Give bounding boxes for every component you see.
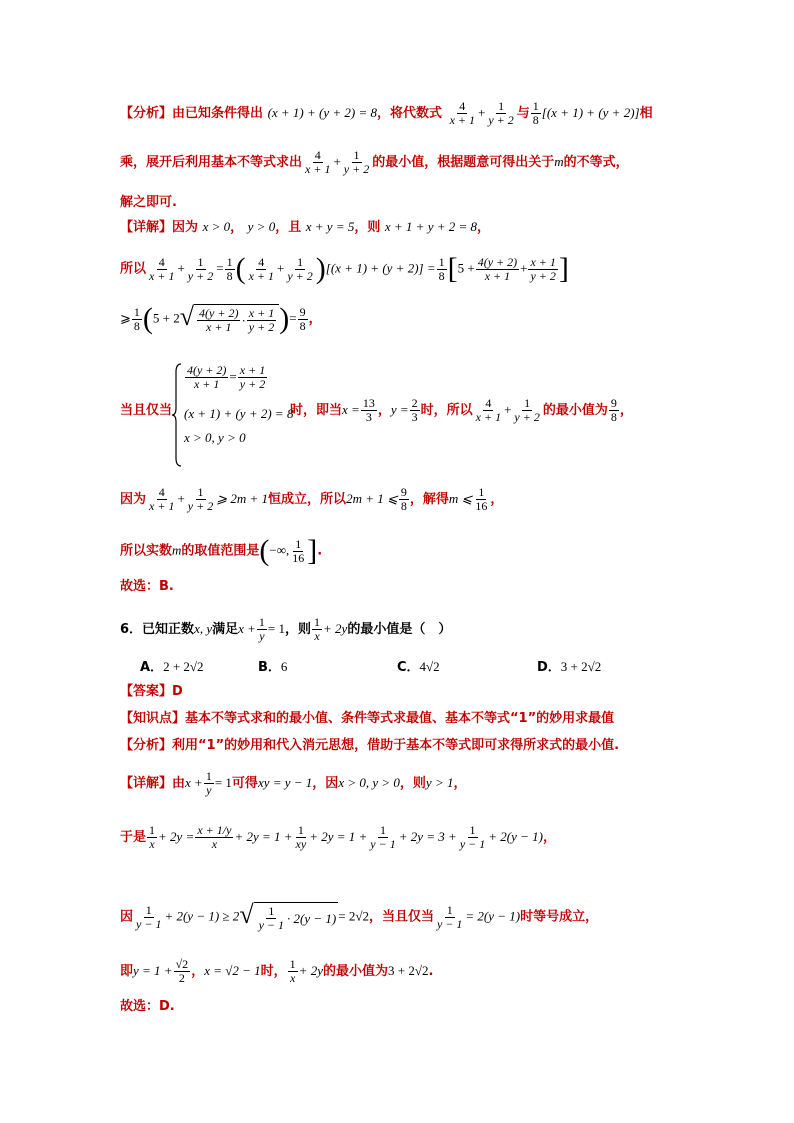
q6-detail-line-4: 即y = 1 + $\frac{√2}{2}$ ，x = √2 − 1时， $\frac{1}{x}$ + 2y的最小值为3 + 2√2. [120,957,434,985]
q6-answer: 【答案】D [120,684,183,699]
fraction: $\frac{13}{3}$ [362,396,375,424]
fraction: $\frac{1}{x}$ [149,823,156,851]
fraction: $\frac{1}{8}$ [133,304,140,333]
analysis-line-1: 【分析】由已知条件得出 (x + 1) + (y + 2) = 8，将代数式 $\frac{4}{x + 1}$ + $\frac{1}{y + 2}$ 与 $\frac{1}{8}$ [(x + 1) + (y + 2)]相 [120,99,653,127]
q6-detail-line-2: 于是 $\frac{1}{x}$ + 2y = $\frac{x + 1/y}{x}$ + 2y = 1 + $\frac{1}{xy}$ + 2y = 1 + $\frac{1}{y - 1}$ + 2y = 3 + $\frac{1}{y - 1}$ + 2(y − 1)， [120,823,556,851]
detail-line-2: 所以 $\frac{4}{x + 1}$ + $\frac{1}{y + 2}$ = $\frac{1}{8}$ ( $\frac{4}{x + 1}$ + $\frac{1}{y + 2}$ )[(x + 1) + (y + 2)] = $\frac{1}{8}$ [5 + $\frac{4(y + 2)}{x + 1}$ + $\frac{x + 1}{y + 2}$ ] [120,252,569,285]
fraction: $\frac{√2}{2}$ [175,957,189,985]
analysis-tag: 【分析】 [120,106,173,121]
fraction: $\frac{1}{y + 2}$ [187,254,214,283]
fraction: $\frac{2}{3}$ [411,396,418,424]
q6-detail-line-1: 【详解】由x + $\frac{1}{y}$ = 1可得xy = y − 1，因x > 0, y > 0，则y > 1， [120,769,467,797]
detail-answer: 故选：B. [120,579,174,594]
detail-line-5: 因为 $\frac{4}{x + 1}$ + $\frac{1}{y + 2}$ ⩾ 2m + 1恒成立，所以2m + 1 ⩽ $\frac{9}{8}$ ，解得m ⩽ $\frac{1}{16}$ ， [120,485,504,513]
condition-system: $\frac{4(y + 2)}{x + 1}$ = $\frac{x + 1}{y + 2}$ (x + 1) + (y + 2) = 8 x > 0, y > 0 [172,362,302,468]
fraction: $\frac{4}{x + 1}$ [149,254,175,283]
detail-line-4b: 时，即当x = $\frac{13}{3}$ ，y = $\frac{2}{3}$ 时，所以 $\frac{4}{x + 1}$ + $\frac{1}{y + 2}$ 的最小值为 $\frac{9}{8}$ ， [290,396,633,424]
fraction: $\frac{x + 1/y}{x}$ [197,823,232,851]
question-number: 6． [120,622,143,637]
left-brace-icon [172,362,182,468]
fraction: $\frac{4}{x + 1}$ [475,396,502,424]
q6-detail-line-3: 因 $\frac{1}{y - 1}$ + 2(y − 1) ≥ 2 √ $\frac{1}{y - 1}$ · 2(y − 1) = 2√2，当且仅当 $\frac{1}{y - 1}$ = 2(y − 1)时等号成立， [120,900,599,932]
analysis-line-3: 解之即可. [120,195,177,210]
fraction: $\frac{1}{y + 2}$ [343,148,370,176]
fraction: $\frac{x + 1}{y + 2}$ [530,254,556,283]
analysis-line-2: 乘，展开后利用基本不等式求出 $\frac{4}{x + 1}$ + $\frac{1}{y + 2}$ 的最小值，根据题意可得出关于m的不等式， [120,148,629,176]
fraction: $\frac{1}{16}$ [475,485,488,513]
option-d[interactable]: D．3 + 2√2 [537,659,602,675]
fraction: $\frac{1}{xy}$ [295,823,307,851]
detail-line-6: 所以实数m的取值范围是(−∞, $\frac{1}{16}$ ]. [120,534,323,567]
fraction: $\frac{4}{x + 1}$ [149,485,175,513]
detail-line-4: 当且仅当 [120,403,173,418]
q6-detail-answer: 故选：D. [120,999,175,1014]
fraction: $\frac{1}{y - 1}$ [436,902,463,931]
fraction: $\frac{4(y + 2)}{x + 1}$ [477,254,518,283]
fraction: $\frac{1}{y - 1}$ [136,902,162,931]
option-b[interactable]: B．6 [258,659,288,675]
detail-tag: 【详解】 [120,220,173,235]
fraction: $\frac{1}{y + 2}$ [187,485,214,513]
square-root: √ $\frac{4(y + 2)}{x + 1}$ · $\frac{x + 1}{y + 2}$ [180,304,279,334]
fraction: $\frac{1}{y}$ [258,615,265,643]
fraction: $\frac{1}{y}$ [205,769,212,797]
fraction: $\frac{1}{y + 2}$ [287,254,313,283]
question-6: 6．已知正数x, y满足x + $\frac{1}{y}$ = 1，则 $\frac{1}{x}$ + 2y的最小值是（ ） [120,615,452,643]
fraction: $\frac{1}{8}$ [438,254,445,283]
fraction: $\frac{1}{y + 2}$ [488,99,514,127]
fraction: $\frac{1}{x}$ [289,957,296,985]
fraction: $\frac{4}{x + 1}$ [248,254,275,283]
fraction: $\frac{9}{8}$ [299,304,306,333]
option-a[interactable]: A．2 + 2√2 [140,659,204,675]
fraction: $\frac{1}{8}$ [226,254,233,283]
fraction: $\frac{9}{8}$ [610,396,617,424]
fraction: $\frac{1}{y - 1}$ [370,823,396,851]
fraction: $\frac{1}{y + 2}$ [514,396,540,424]
fraction: $\frac{4}{x + 1}$ [449,99,475,127]
fraction: $\frac{1}{y - 1}$ [459,823,486,851]
detail-line-1: 【详解】因为 x > 0， y > 0，且 x + y = 5，则 x + 1 + y + 2 = 8， [120,219,491,235]
option-c[interactable]: C．4√2 [397,659,440,675]
fraction: $\frac{1}{16}$ [292,536,305,565]
fraction: $\frac{1}{8}$ [532,99,539,127]
fraction: $\frac{4}{x + 1}$ [305,148,331,176]
fraction: $\frac{1}{x}$ [314,615,321,643]
q6-knowledge: 【知识点】基本不等式求和的最小值、条件等式求最值、基本不等式“1”的妙用求最值 [120,711,615,726]
square-root: √ $\frac{1}{y - 1}$ · 2(y − 1) [239,900,337,932]
fraction: $\frac{9}{8}$ [400,485,407,513]
q6-analysis: 【分析】利用“1”的妙用和代入消元思想，借助于基本不等式即可求得所求式的最小值. [120,738,620,753]
detail-line-3: ⩾ $\frac{1}{8}$ (5 + 2 √ $\frac{4(y + 2)}{x + 1}$ · $\frac{x + 1}{y + 2}$ )= $\frac{9}{8}$ ， [120,302,322,335]
